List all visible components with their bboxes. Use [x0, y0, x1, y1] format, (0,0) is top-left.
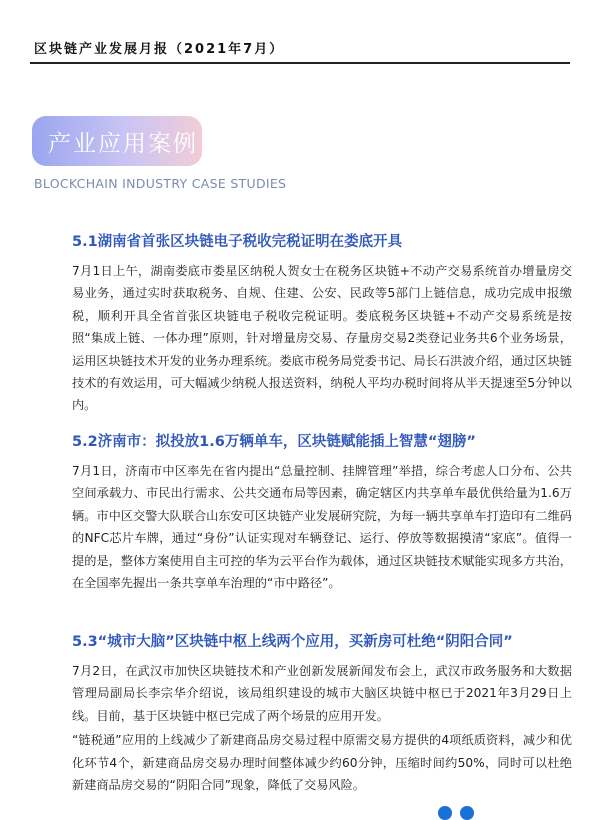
article-5-2 — [72, 432, 572, 594]
section-banner — [32, 116, 202, 166]
article-paragraph: 7月2日，在武汉市加快区块链技术和产业创新发展新闻发布会上，武汉市政务服务和大数据管理局副局长李宗华介绍说，该局组织建设的城市大脑区块链中枢已于2021年3月29日上线。目前，基于区块链中枢已完成了两个场景的应用开发。 — [72, 664, 572, 723]
article-title: 5.2济南市：拟投放1.6万辆单车，区块链赋能插上智慧“翅膀” — [72, 434, 476, 450]
article-5-3 — [72, 632, 572, 796]
article-5-1 — [72, 232, 572, 417]
article-paragraph: “链税通”应用的上线减少了新建商品房交易过程中原需交易方提供的4项纸质资料，减少和优化环节4个，新建商品房交易办理时间整体减少约60分钟，压缩时间约50%，同时可以杜绝新建商品房交易的“阴阳合同”现象，降低了交易风险。 — [72, 733, 572, 793]
article-title: 5.1湖南省首张区块链电子税收完税证明在娄底开具 — [72, 234, 403, 250]
partner-logo — [460, 806, 474, 820]
header-divider — [30, 62, 570, 64]
publisher-logo — [438, 806, 452, 820]
section-title: 产业应用案例 — [48, 131, 198, 157]
partner-logo-icon — [460, 806, 474, 820]
footer-logos — [438, 806, 474, 820]
article-paragraph: 7月1日上午，湖南娄底市娄星区纳税人贺女士在税务区块链+不动产交易系统首办增量房交易业务，通过实时获取税务、自规、住建、公安、民政等5部门上链信息，成功完成申报缴税，顺利开具全省首张区块链电子税收完税证明。娄底税务区块链+不动产交易系统是按照“集成上链、一体办理”原则，针对增量房交易、存量房交易2类登记业务共6个业务场景，运用区块链技术开发的业务办理系统。娄底市税务局党委书记、局长石洪波介绍，通过区块链技术的有效运用，可大幅减少纳税人报送资料，纳税人平均办税时间将从半天提速至5分钟以内。 — [72, 264, 572, 413]
running-header-title: 区块链产业发展月报（2021年7月） — [34, 42, 285, 57]
section-subtitle: BLOCKCHAIN INDUSTRY CASE STUDIES — [34, 176, 287, 191]
publisher-logo-icon — [438, 806, 452, 820]
article-title: 5.3“城市大脑”区块链中枢上线两个应用，买新房可杜绝“阴阳合同” — [72, 634, 513, 650]
article-paragraph: 7月1日，济南市中区率先在省内提出“总量控制、挂牌管理”举措，综合考虑人口分布、公共空间承载力、市民出行需求、公共交通布局等因素，确定辖区内共享单车最优供给量为1.6万辆。市中区交警大队联合山东安可区块链产业发展研究院，为每一辆共享单车打造印有二维码的NFC芯片车牌，通过“身份”认证实现对车辆登记、运行、停放等数据摸清“家底”。值得一提的是，整体方案使用自主可控的华为云平台作为载体，通过区块链技术赋能实现多方共治，在全国率先握出一条共享单车治理的“市中路径”。 — [72, 464, 572, 591]
